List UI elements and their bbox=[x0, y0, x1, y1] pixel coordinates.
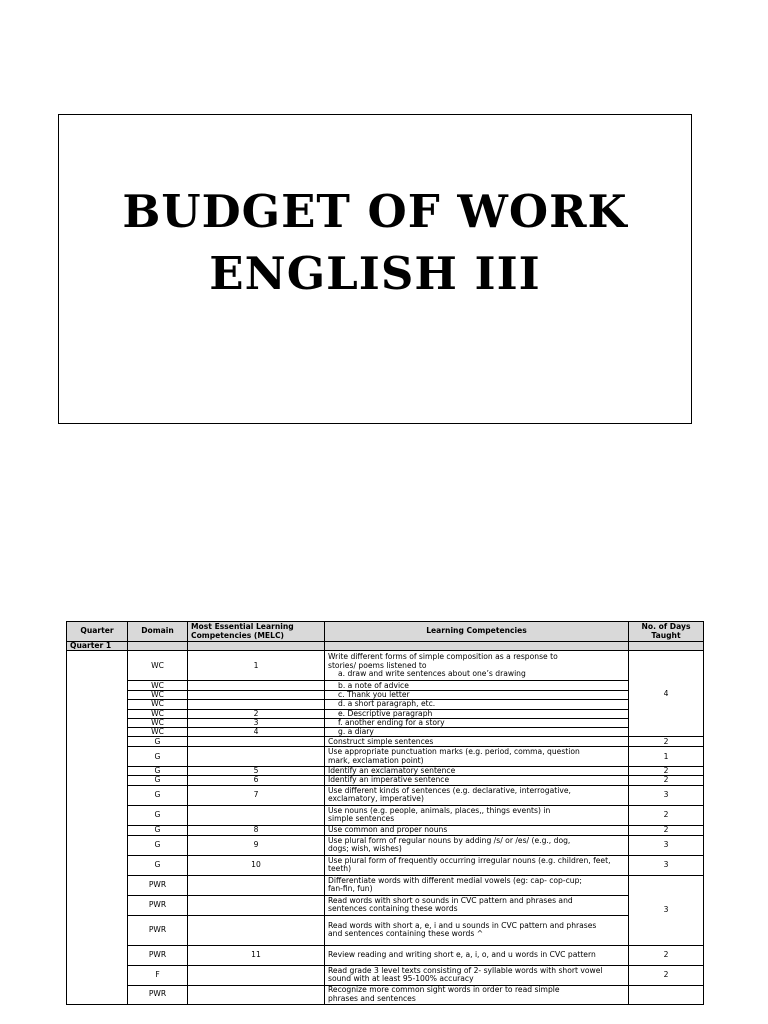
melc-cell bbox=[188, 875, 325, 895]
domain-cell: G bbox=[128, 767, 188, 776]
domain-cell: G bbox=[128, 747, 188, 767]
melc-cell: 6 bbox=[188, 776, 325, 785]
melc-cell bbox=[188, 737, 325, 747]
quarter-row bbox=[67, 642, 704, 651]
competency-line: Use plural form of frequently occurring irregular nouns (e.g. children, feet, bbox=[328, 855, 611, 865]
domain-cell: WC bbox=[128, 718, 188, 727]
competency-line: Differentiate words with different medial vowels (eg: cap- cop-cup; bbox=[328, 875, 582, 885]
title-box bbox=[58, 114, 692, 424]
domain-cell: PWR bbox=[128, 895, 188, 915]
domain-cell: PWR bbox=[128, 875, 188, 895]
learning-competency-cell bbox=[325, 681, 629, 691]
table-row bbox=[67, 835, 704, 855]
table-row bbox=[67, 727, 704, 736]
learning-competency-cell bbox=[325, 835, 629, 855]
header-quarter: Quarter bbox=[67, 622, 128, 642]
melc-cell bbox=[188, 681, 325, 691]
learning-competency-cell bbox=[325, 651, 629, 681]
days-taught-cell: 2 bbox=[629, 737, 704, 747]
melc-cell: 8 bbox=[188, 825, 325, 835]
table-row bbox=[67, 785, 704, 805]
domain-cell: WC bbox=[128, 691, 188, 700]
melc-cell bbox=[188, 965, 325, 985]
competency-line: a. draw and write sentences about one’s drawing bbox=[338, 668, 526, 678]
days-taught-cell: 3 bbox=[629, 785, 704, 805]
table-row bbox=[67, 805, 704, 825]
days-taught-cell: 2 bbox=[629, 805, 704, 825]
table-row bbox=[67, 776, 704, 785]
domain-cell: F bbox=[128, 965, 188, 985]
budget-of-work-table bbox=[66, 621, 704, 1005]
melc-cell: 4 bbox=[188, 727, 325, 736]
competency-line: Identify an exclamatory sentence bbox=[328, 766, 456, 776]
days-taught-cell: 1 bbox=[629, 747, 704, 767]
days-taught-cell: 2 bbox=[629, 825, 704, 835]
competency-line: dogs; wish, wishes) bbox=[328, 844, 402, 853]
competency-line: mark, exclamation point) bbox=[328, 755, 424, 765]
melc-cell bbox=[188, 915, 325, 945]
domain-cell: PWR bbox=[128, 915, 188, 945]
table-row bbox=[67, 747, 704, 767]
learning-competency-cell bbox=[325, 785, 629, 805]
table-row bbox=[67, 875, 704, 895]
melc-cell bbox=[188, 895, 325, 915]
melc-cell: 7 bbox=[188, 785, 325, 805]
competency-line: c. Thank you letter bbox=[338, 690, 410, 700]
learning-competency-cell bbox=[325, 747, 629, 767]
competency-line: e. Descriptive paragraph bbox=[338, 708, 433, 718]
competency-line: Read words with short o sounds in CVC pattern and phrases and bbox=[328, 895, 573, 905]
melc-cell bbox=[188, 747, 325, 767]
melc-cell: 3 bbox=[188, 718, 325, 727]
domain-cell: WC bbox=[128, 709, 188, 718]
learning-competency-cell bbox=[325, 825, 629, 835]
quarter-cell bbox=[67, 651, 128, 1004]
domain-cell: WC bbox=[128, 681, 188, 691]
competency-line: sound with at least 95-100% accuracy bbox=[328, 974, 474, 983]
domain-cell: PWR bbox=[128, 945, 188, 965]
competency-line: and sentences containing these words ^ bbox=[328, 929, 484, 938]
table-row bbox=[67, 895, 704, 915]
competency-line: Recognize more common sight words in order to read simple bbox=[328, 985, 560, 995]
melc-cell bbox=[188, 700, 325, 709]
domain-cell: G bbox=[128, 835, 188, 855]
days-taught-cell: 2 bbox=[629, 945, 704, 965]
competency-line: b. a note of advice bbox=[338, 680, 409, 690]
domain-cell: G bbox=[128, 737, 188, 747]
table-header-row bbox=[67, 622, 704, 642]
competency-line: Read words with short a, e, i and u sounds in CVC pattern and phrases bbox=[328, 920, 597, 930]
domain-cell: WC bbox=[128, 651, 188, 681]
learning-competency-cell bbox=[325, 727, 629, 736]
competency-line: Use plural form of regular nouns by adding /s/ or /es/ (e.g., dog, bbox=[328, 835, 571, 845]
days-taught-cell: 3 bbox=[629, 855, 704, 875]
learning-competency-cell bbox=[325, 805, 629, 825]
competency-line: Use different kinds of sentences (e.g. declarative, interrogative, bbox=[328, 785, 571, 795]
days-taught-cell: 2 bbox=[629, 776, 704, 785]
competency-line: Use nouns (e.g. people, animals, places,, things events) in bbox=[328, 805, 551, 815]
table-row bbox=[67, 965, 704, 985]
learning-competency-cell bbox=[325, 915, 629, 945]
competency-line: f. another ending for a story bbox=[338, 717, 445, 727]
melc-cell: 10 bbox=[188, 855, 325, 875]
domain-cell: G bbox=[128, 855, 188, 875]
melc-cell: 5 bbox=[188, 767, 325, 776]
learning-competency-cell bbox=[325, 700, 629, 709]
competency-line: sentences containing these words bbox=[328, 904, 458, 913]
competency-line: g. a diary bbox=[338, 726, 374, 736]
competency-line: Construct simple sentences bbox=[328, 736, 434, 746]
learning-competency-cell bbox=[325, 965, 629, 985]
domain-cell: WC bbox=[128, 700, 188, 709]
table-row bbox=[67, 700, 704, 709]
document-title: BUDGET OF WORK bbox=[122, 185, 628, 238]
melc-cell: 11 bbox=[188, 945, 325, 965]
table-row bbox=[67, 915, 704, 945]
learning-competency-cell bbox=[325, 875, 629, 895]
melc-cell bbox=[188, 691, 325, 700]
table-row bbox=[67, 681, 704, 691]
days-taught-cell: 2 bbox=[629, 767, 704, 776]
table-row bbox=[67, 985, 704, 1004]
competency-line: Use appropriate punctuation marks (e.g. period, comma, question bbox=[328, 747, 580, 757]
domain-cell: PWR bbox=[128, 985, 188, 1004]
domain-cell: G bbox=[128, 805, 188, 825]
melc-cell bbox=[188, 805, 325, 825]
competency-line: simple sentences bbox=[328, 814, 395, 823]
competency-line: teeth) bbox=[328, 864, 352, 873]
domain-cell: G bbox=[128, 776, 188, 785]
melc-cell bbox=[188, 985, 325, 1004]
competency-line: phrases and sentences bbox=[328, 993, 416, 1003]
learning-competency-cell bbox=[325, 776, 629, 785]
table-row bbox=[67, 825, 704, 835]
header-domain: Domain bbox=[128, 622, 188, 642]
competency-line: Use common and proper nouns bbox=[328, 824, 448, 834]
table-row bbox=[67, 651, 704, 681]
days-taught-cell: 3 bbox=[629, 835, 704, 855]
competency-line: d. a short paragraph, etc. bbox=[338, 699, 436, 709]
competency-line: Review reading and writing short e, a, i, o, and u words in CVC pattern bbox=[328, 949, 596, 959]
quarter-label: Quarter 1 bbox=[67, 642, 128, 651]
learning-competency-cell bbox=[325, 709, 629, 718]
competency-line: Read grade 3 level texts consisting of 2- syllable words with short vowel bbox=[328, 965, 603, 975]
domain-cell: G bbox=[128, 825, 188, 835]
learning-competency-cell bbox=[325, 985, 629, 1004]
days-taught-cell: 4 bbox=[629, 651, 704, 737]
competency-line: stories/ poems listened to bbox=[328, 660, 427, 670]
competency-line: Identify an imperative sentence bbox=[328, 775, 450, 785]
learning-competency-cell bbox=[325, 895, 629, 915]
learning-competency-cell bbox=[325, 945, 629, 965]
days-taught-cell bbox=[629, 985, 704, 1004]
domain-cell: WC bbox=[128, 727, 188, 736]
document-subtitle: ENGLISH III bbox=[209, 247, 541, 300]
days-taught-cell: 3 bbox=[629, 875, 704, 945]
header-learning-competencies: Learning Competencies bbox=[325, 622, 629, 642]
table-row bbox=[67, 945, 704, 965]
competency-line: exclamatory, imperative) bbox=[328, 794, 424, 803]
table-row bbox=[67, 855, 704, 875]
table-row bbox=[67, 737, 704, 747]
table-row bbox=[67, 709, 704, 718]
melc-cell: 2 bbox=[188, 709, 325, 718]
competency-line: fan-fin, fun) bbox=[328, 884, 373, 893]
domain-cell: G bbox=[128, 785, 188, 805]
melc-cell: 1 bbox=[188, 651, 325, 681]
header-melc: Most Essential Learning Competencies (MELC) bbox=[188, 622, 325, 642]
learning-competency-cell bbox=[325, 737, 629, 747]
melc-cell: 9 bbox=[188, 835, 325, 855]
learning-competency-cell bbox=[325, 855, 629, 875]
competency-line: Write different forms of simple composition as a response to bbox=[328, 652, 558, 662]
days-taught-cell: 2 bbox=[629, 965, 704, 985]
header-days-taught: No. of Days Taught bbox=[629, 622, 704, 642]
